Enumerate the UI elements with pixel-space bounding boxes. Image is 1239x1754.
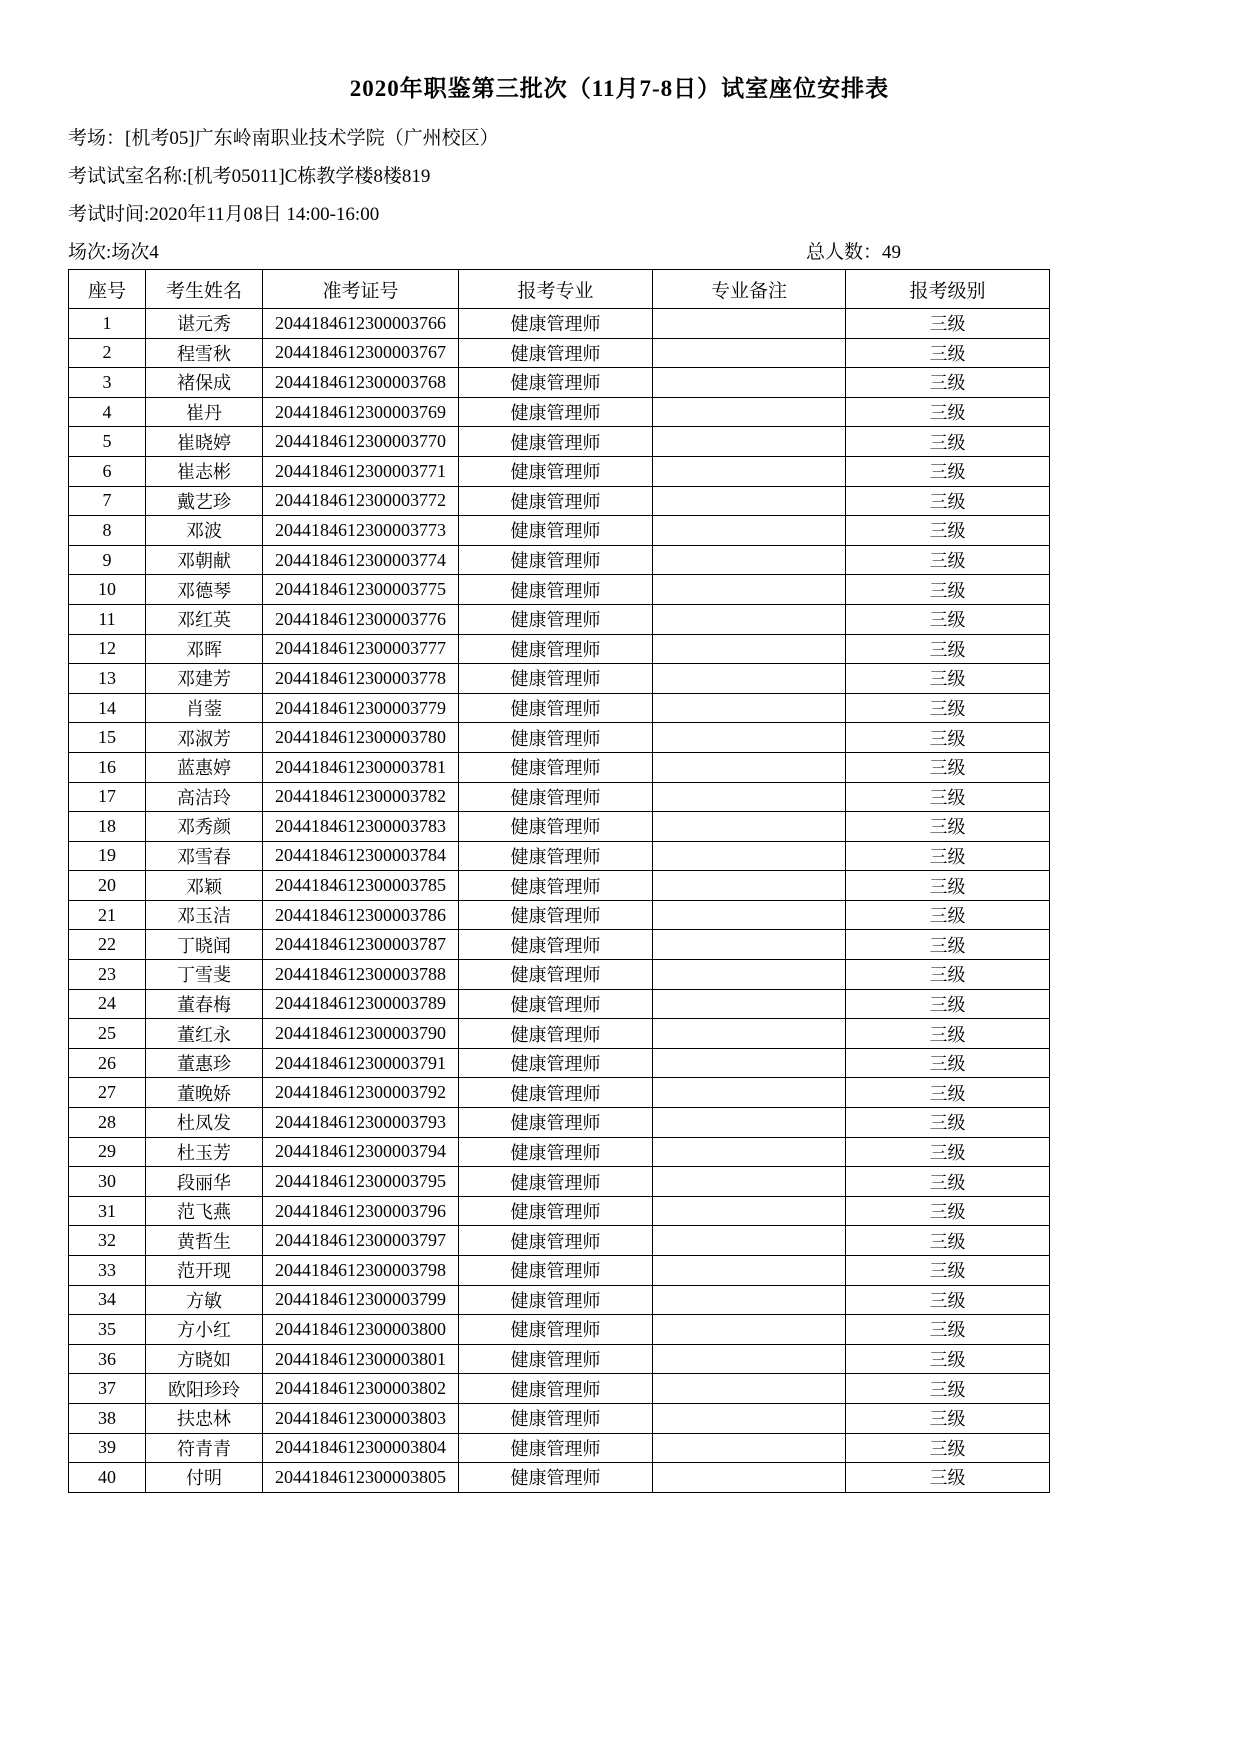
- table-cell: 董晚娇: [146, 1078, 263, 1108]
- table-row: [69, 960, 1050, 990]
- table-cell: 邓晖: [146, 634, 263, 664]
- table-cell: [653, 1137, 846, 1167]
- table-cell: 三级: [846, 634, 1050, 664]
- table-cell: [653, 900, 846, 930]
- table-cell: [653, 1433, 846, 1463]
- table-cell: [653, 1315, 846, 1345]
- table-cell: [653, 338, 846, 368]
- table-cell: 健康管理师: [459, 871, 653, 901]
- table-cell: 三级: [846, 1285, 1050, 1315]
- table-cell: 健康管理师: [459, 309, 653, 339]
- table-cell: 三级: [846, 1344, 1050, 1374]
- table-row: [69, 841, 1050, 871]
- table-cell: 欧阳珍玲: [146, 1374, 263, 1404]
- table-cell: 邓朝献: [146, 545, 263, 575]
- table-cell: 2044184612300003772: [263, 486, 459, 516]
- table-cell: [653, 1285, 846, 1315]
- table-cell: 2044184612300003776: [263, 604, 459, 634]
- table-cell: 2044184612300003777: [263, 634, 459, 664]
- table-cell: 26: [69, 1048, 146, 1078]
- table-row: [69, 723, 1050, 753]
- table-cell: [653, 812, 846, 842]
- table-cell: [653, 1019, 846, 1049]
- table-row: [69, 1344, 1050, 1374]
- table-cell: [653, 1167, 846, 1197]
- table-cell: 健康管理师: [459, 486, 653, 516]
- table-cell: 1: [69, 309, 146, 339]
- table-cell: 2044184612300003780: [263, 723, 459, 753]
- table-cell: 三级: [846, 516, 1050, 546]
- table-row: [69, 1256, 1050, 1286]
- table-cell: 方敏: [146, 1285, 263, 1315]
- session-label: 场次:场次4: [68, 241, 159, 263]
- table-cell: 段丽华: [146, 1167, 263, 1197]
- table-cell: [653, 1403, 846, 1433]
- table-cell: 21: [69, 900, 146, 930]
- table-cell: 三级: [846, 1374, 1050, 1404]
- table-cell: 2044184612300003799: [263, 1285, 459, 1315]
- table-cell: 褚保成: [146, 368, 263, 398]
- column-header: 报考级别: [846, 270, 1050, 309]
- session-total-line: [68, 231, 1049, 269]
- table-cell: 健康管理师: [459, 1078, 653, 1108]
- table-cell: 肖蓥: [146, 693, 263, 723]
- column-header: 报考专业: [459, 270, 653, 309]
- table-cell: [653, 1374, 846, 1404]
- table-cell: 邓颖: [146, 871, 263, 901]
- table-cell: 健康管理师: [459, 338, 653, 368]
- table-cell: 2044184612300003766: [263, 309, 459, 339]
- table-cell: 方小红: [146, 1315, 263, 1345]
- table-cell: 三级: [846, 545, 1050, 575]
- table-cell: 2044184612300003782: [263, 782, 459, 812]
- table-cell: 2044184612300003786: [263, 900, 459, 930]
- table-cell: 健康管理师: [459, 575, 653, 605]
- table-cell: 戴艺珍: [146, 486, 263, 516]
- table-cell: 邓红英: [146, 604, 263, 634]
- table-cell: 范开现: [146, 1256, 263, 1286]
- table-row: [69, 930, 1050, 960]
- table-cell: 14: [69, 693, 146, 723]
- table-cell: 2044184612300003785: [263, 871, 459, 901]
- table-row: [69, 693, 1050, 723]
- table-cell: 健康管理师: [459, 812, 653, 842]
- table-cell: 2044184612300003773: [263, 516, 459, 546]
- table-cell: [653, 693, 846, 723]
- table-cell: 健康管理师: [459, 1433, 653, 1463]
- table-cell: [653, 752, 846, 782]
- table-cell: 2044184612300003795: [263, 1167, 459, 1197]
- table-cell: 2044184612300003805: [263, 1463, 459, 1493]
- table-cell: 健康管理师: [459, 841, 653, 871]
- table-row: [69, 1167, 1050, 1197]
- table-cell: [653, 1078, 846, 1108]
- table-cell: 三级: [846, 871, 1050, 901]
- table-cell: 三级: [846, 812, 1050, 842]
- table-cell: 三级: [846, 1463, 1050, 1493]
- table-cell: [653, 1196, 846, 1226]
- table-cell: 三级: [846, 782, 1050, 812]
- table-cell: 2044184612300003774: [263, 545, 459, 575]
- table-cell: 杜玉芳: [146, 1137, 263, 1167]
- table-cell: 三级: [846, 1048, 1050, 1078]
- table-cell: 2: [69, 338, 146, 368]
- table-cell: [653, 1048, 846, 1078]
- table-cell: 健康管理师: [459, 604, 653, 634]
- table-cell: 三级: [846, 575, 1050, 605]
- table-cell: [653, 1256, 846, 1286]
- table-cell: 18: [69, 812, 146, 842]
- table-cell: [653, 1463, 846, 1493]
- table-header: [69, 270, 1050, 309]
- table-cell: 2044184612300003769: [263, 397, 459, 427]
- table-cell: [653, 397, 846, 427]
- table-cell: 董红永: [146, 1019, 263, 1049]
- table-cell: 2044184612300003793: [263, 1108, 459, 1138]
- table-cell: 健康管理师: [459, 1019, 653, 1049]
- table-cell: 2044184612300003800: [263, 1315, 459, 1345]
- table-cell: 邓秀颜: [146, 812, 263, 842]
- table-row: [69, 309, 1050, 339]
- table-cell: 健康管理师: [459, 397, 653, 427]
- table-cell: 三级: [846, 752, 1050, 782]
- table-cell: 三级: [846, 841, 1050, 871]
- table-cell: 蓝惠婷: [146, 752, 263, 782]
- table-cell: 邓波: [146, 516, 263, 546]
- table-cell: 2044184612300003775: [263, 575, 459, 605]
- table-cell: 16: [69, 752, 146, 782]
- table-cell: 扶忠林: [146, 1403, 263, 1433]
- table-cell: 健康管理师: [459, 1344, 653, 1374]
- table-cell: 黄哲生: [146, 1226, 263, 1256]
- table-cell: 健康管理师: [459, 723, 653, 753]
- table-cell: 三级: [846, 1196, 1050, 1226]
- table-cell: 2044184612300003783: [263, 812, 459, 842]
- table-cell: 2044184612300003789: [263, 989, 459, 1019]
- table-cell: 崔晓婷: [146, 427, 263, 457]
- table-cell: 28: [69, 1108, 146, 1138]
- table-cell: 崔志彬: [146, 456, 263, 486]
- table-cell: 三级: [846, 486, 1050, 516]
- table-cell: [653, 723, 846, 753]
- table-cell: 36: [69, 1344, 146, 1374]
- table-row: [69, 1433, 1050, 1463]
- table-cell: [653, 1108, 846, 1138]
- seating-table: [68, 269, 1050, 1493]
- table-cell: 董惠珍: [146, 1048, 263, 1078]
- table-cell: 34: [69, 1285, 146, 1315]
- table-cell: 2044184612300003798: [263, 1256, 459, 1286]
- table-cell: 崔丹: [146, 397, 263, 427]
- table-cell: 三级: [846, 960, 1050, 990]
- table-cell: 健康管理师: [459, 634, 653, 664]
- table-cell: 13: [69, 664, 146, 694]
- page-title: 2020年职鉴第三批次（11月7-8日）试室座位安排表: [349, 76, 890, 101]
- table-cell: 邓玉洁: [146, 900, 263, 930]
- table-cell: 健康管理师: [459, 1403, 653, 1433]
- table-row: [69, 634, 1050, 664]
- table-cell: 38: [69, 1403, 146, 1433]
- table-cell: 健康管理师: [459, 368, 653, 398]
- table-cell: 2044184612300003787: [263, 930, 459, 960]
- table-cell: 5: [69, 427, 146, 457]
- table-row: [69, 1048, 1050, 1078]
- table-cell: 37: [69, 1374, 146, 1404]
- table-cell: 三级: [846, 1137, 1050, 1167]
- table-cell: 三级: [846, 1078, 1050, 1108]
- table-cell: [653, 930, 846, 960]
- table-cell: 2044184612300003791: [263, 1048, 459, 1078]
- table-cell: [653, 486, 846, 516]
- table-cell: 健康管理师: [459, 1285, 653, 1315]
- table-cell: 健康管理师: [459, 1315, 653, 1345]
- table-cell: [653, 989, 846, 1019]
- table-cell: 健康管理师: [459, 456, 653, 486]
- table-row: [69, 427, 1050, 457]
- column-header: 考生姓名: [146, 270, 263, 309]
- table-body: [69, 309, 1050, 1493]
- table-cell: 7: [69, 486, 146, 516]
- table-cell: 符青青: [146, 1433, 263, 1463]
- table-cell: 2044184612300003778: [263, 664, 459, 694]
- table-cell: 健康管理师: [459, 1226, 653, 1256]
- table-cell: 24: [69, 989, 146, 1019]
- table-row: [69, 989, 1050, 1019]
- table-cell: 20: [69, 871, 146, 901]
- table-cell: [653, 516, 846, 546]
- table-cell: 27: [69, 1078, 146, 1108]
- table-cell: 三级: [846, 1315, 1050, 1345]
- table-cell: 三级: [846, 1167, 1050, 1197]
- table-cell: 三级: [846, 1108, 1050, 1138]
- table-row: [69, 575, 1050, 605]
- table-cell: 三级: [846, 989, 1050, 1019]
- table-cell: 2044184612300003797: [263, 1226, 459, 1256]
- table-cell: 2044184612300003796: [263, 1196, 459, 1226]
- table-cell: 健康管理师: [459, 1137, 653, 1167]
- column-header: 座号: [69, 270, 146, 309]
- table-cell: 程雪秋: [146, 338, 263, 368]
- table-cell: 35: [69, 1315, 146, 1345]
- table-cell: 健康管理师: [459, 1196, 653, 1226]
- table-cell: 三级: [846, 338, 1050, 368]
- table-cell: 2044184612300003768: [263, 368, 459, 398]
- table-row: [69, 1108, 1050, 1138]
- table-cell: 2044184612300003804: [263, 1433, 459, 1463]
- table-cell: [653, 309, 846, 339]
- table-cell: 29: [69, 1137, 146, 1167]
- table-cell: 健康管理师: [459, 516, 653, 546]
- table-cell: [653, 575, 846, 605]
- table-cell: 健康管理师: [459, 1463, 653, 1493]
- table-cell: 杜凤发: [146, 1108, 263, 1138]
- table-cell: [653, 456, 846, 486]
- table-cell: 三级: [846, 397, 1050, 427]
- table-header-row: [69, 270, 1050, 309]
- table-cell: 4: [69, 397, 146, 427]
- exam-info-block: [68, 117, 1049, 269]
- table-cell: 31: [69, 1196, 146, 1226]
- table-cell: 三级: [846, 900, 1050, 930]
- table-row: [69, 1285, 1050, 1315]
- table-cell: 健康管理师: [459, 427, 653, 457]
- table-cell: 33: [69, 1256, 146, 1286]
- table-cell: 12: [69, 634, 146, 664]
- table-cell: 三级: [846, 1256, 1050, 1286]
- table-cell: 健康管理师: [459, 989, 653, 1019]
- table-row: [69, 782, 1050, 812]
- table-cell: 3: [69, 368, 146, 398]
- table-cell: 39: [69, 1433, 146, 1463]
- table-cell: 2044184612300003770: [263, 427, 459, 457]
- table-cell: 25: [69, 1019, 146, 1049]
- table-cell: 三级: [846, 456, 1050, 486]
- table-cell: 17: [69, 782, 146, 812]
- table-row: [69, 664, 1050, 694]
- table-cell: 健康管理师: [459, 782, 653, 812]
- table-row: [69, 752, 1050, 782]
- table-cell: 三级: [846, 930, 1050, 960]
- table-cell: [653, 604, 846, 634]
- exam-room-line: 考试试室名称:[机考05011]C栋教学楼8楼819: [68, 165, 431, 187]
- table-cell: 2044184612300003784: [263, 841, 459, 871]
- table-cell: 2044184612300003771: [263, 456, 459, 486]
- table-cell: 健康管理师: [459, 1256, 653, 1286]
- table-row: [69, 1196, 1050, 1226]
- exam-time-line: 考试时间:2020年11月08日 14:00-16:00: [68, 203, 380, 225]
- table-cell: [653, 871, 846, 901]
- table-row: [69, 486, 1050, 516]
- table-cell: [653, 634, 846, 664]
- table-cell: [653, 960, 846, 990]
- table-cell: 8: [69, 516, 146, 546]
- table-row: [69, 1403, 1050, 1433]
- table-cell: 邓建芳: [146, 664, 263, 694]
- table-row: [69, 1226, 1050, 1256]
- table-row: [69, 1137, 1050, 1167]
- table-cell: [653, 664, 846, 694]
- table-cell: [653, 1226, 846, 1256]
- table-cell: 范飞燕: [146, 1196, 263, 1226]
- table-cell: 付明: [146, 1463, 263, 1493]
- table-cell: 9: [69, 545, 146, 575]
- table-cell: 健康管理师: [459, 930, 653, 960]
- table-cell: 董春梅: [146, 989, 263, 1019]
- table-row: [69, 1374, 1050, 1404]
- table-row: [69, 871, 1050, 901]
- total-count-label: 总人数：49: [805, 241, 901, 263]
- column-header: 准考证号: [263, 270, 459, 309]
- table-row: [69, 368, 1050, 398]
- table-row: [69, 516, 1050, 546]
- table-cell: 2044184612300003792: [263, 1078, 459, 1108]
- table-cell: 三级: [846, 723, 1050, 753]
- table-cell: 丁雪斐: [146, 960, 263, 990]
- table-cell: 三级: [846, 693, 1050, 723]
- column-header: 专业备注: [653, 270, 846, 309]
- table-cell: 2044184612300003803: [263, 1403, 459, 1433]
- table-cell: 2044184612300003802: [263, 1374, 459, 1404]
- exam-venue-line: 考场：[机考05]广东岭南职业技术学院（广州校区）: [68, 127, 499, 149]
- table-cell: 19: [69, 841, 146, 871]
- table-row: [69, 1078, 1050, 1108]
- table-cell: 三级: [846, 368, 1050, 398]
- table-row: [69, 338, 1050, 368]
- table-cell: 40: [69, 1463, 146, 1493]
- table-cell: 11: [69, 604, 146, 634]
- table-cell: 谌元秀: [146, 309, 263, 339]
- table-cell: 2044184612300003779: [263, 693, 459, 723]
- table-cell: 三级: [846, 664, 1050, 694]
- table-cell: 邓雪春: [146, 841, 263, 871]
- table-cell: [653, 782, 846, 812]
- table-cell: 23: [69, 960, 146, 990]
- table-cell: 三级: [846, 427, 1050, 457]
- table-cell: 2044184612300003801: [263, 1344, 459, 1374]
- table-cell: 高洁玲: [146, 782, 263, 812]
- table-cell: 10: [69, 575, 146, 605]
- table-cell: 32: [69, 1226, 146, 1256]
- table-cell: [653, 841, 846, 871]
- table-cell: 三级: [846, 1403, 1050, 1433]
- table-row: [69, 456, 1050, 486]
- table-row: [69, 900, 1050, 930]
- table-cell: 健康管理师: [459, 664, 653, 694]
- table-cell: 2044184612300003781: [263, 752, 459, 782]
- table-cell: 6: [69, 456, 146, 486]
- table-cell: [653, 1344, 846, 1374]
- table-row: [69, 604, 1050, 634]
- table-cell: 健康管理师: [459, 1167, 653, 1197]
- table-cell: 三级: [846, 1226, 1050, 1256]
- table-cell: 三级: [846, 309, 1050, 339]
- table-row: [69, 1315, 1050, 1345]
- table-row: [69, 397, 1050, 427]
- table-cell: 邓淑芳: [146, 723, 263, 753]
- table-cell: [653, 545, 846, 575]
- table-row: [69, 812, 1050, 842]
- table-cell: 健康管理师: [459, 1108, 653, 1138]
- table-cell: 三级: [846, 604, 1050, 634]
- table-cell: 2044184612300003790: [263, 1019, 459, 1049]
- table-cell: [653, 368, 846, 398]
- table-row: [69, 1019, 1050, 1049]
- table-cell: 健康管理师: [459, 1374, 653, 1404]
- table-cell: 2044184612300003767: [263, 338, 459, 368]
- table-cell: 健康管理师: [459, 752, 653, 782]
- table-cell: 健康管理师: [459, 545, 653, 575]
- table-row: [69, 1463, 1050, 1493]
- table-cell: 健康管理师: [459, 1048, 653, 1078]
- table-row: [69, 545, 1050, 575]
- table-cell: 2044184612300003794: [263, 1137, 459, 1167]
- table-cell: 健康管理师: [459, 693, 653, 723]
- table-cell: [653, 427, 846, 457]
- table-cell: 方晓如: [146, 1344, 263, 1374]
- table-cell: 15: [69, 723, 146, 753]
- table-cell: 健康管理师: [459, 960, 653, 990]
- table-cell: 30: [69, 1167, 146, 1197]
- table-cell: 邓德琴: [146, 575, 263, 605]
- table-cell: 丁晓闻: [146, 930, 263, 960]
- table-cell: 22: [69, 930, 146, 960]
- table-cell: 2044184612300003788: [263, 960, 459, 990]
- table-cell: 健康管理师: [459, 900, 653, 930]
- table-cell: 三级: [846, 1433, 1050, 1463]
- table-cell: 三级: [846, 1019, 1050, 1049]
